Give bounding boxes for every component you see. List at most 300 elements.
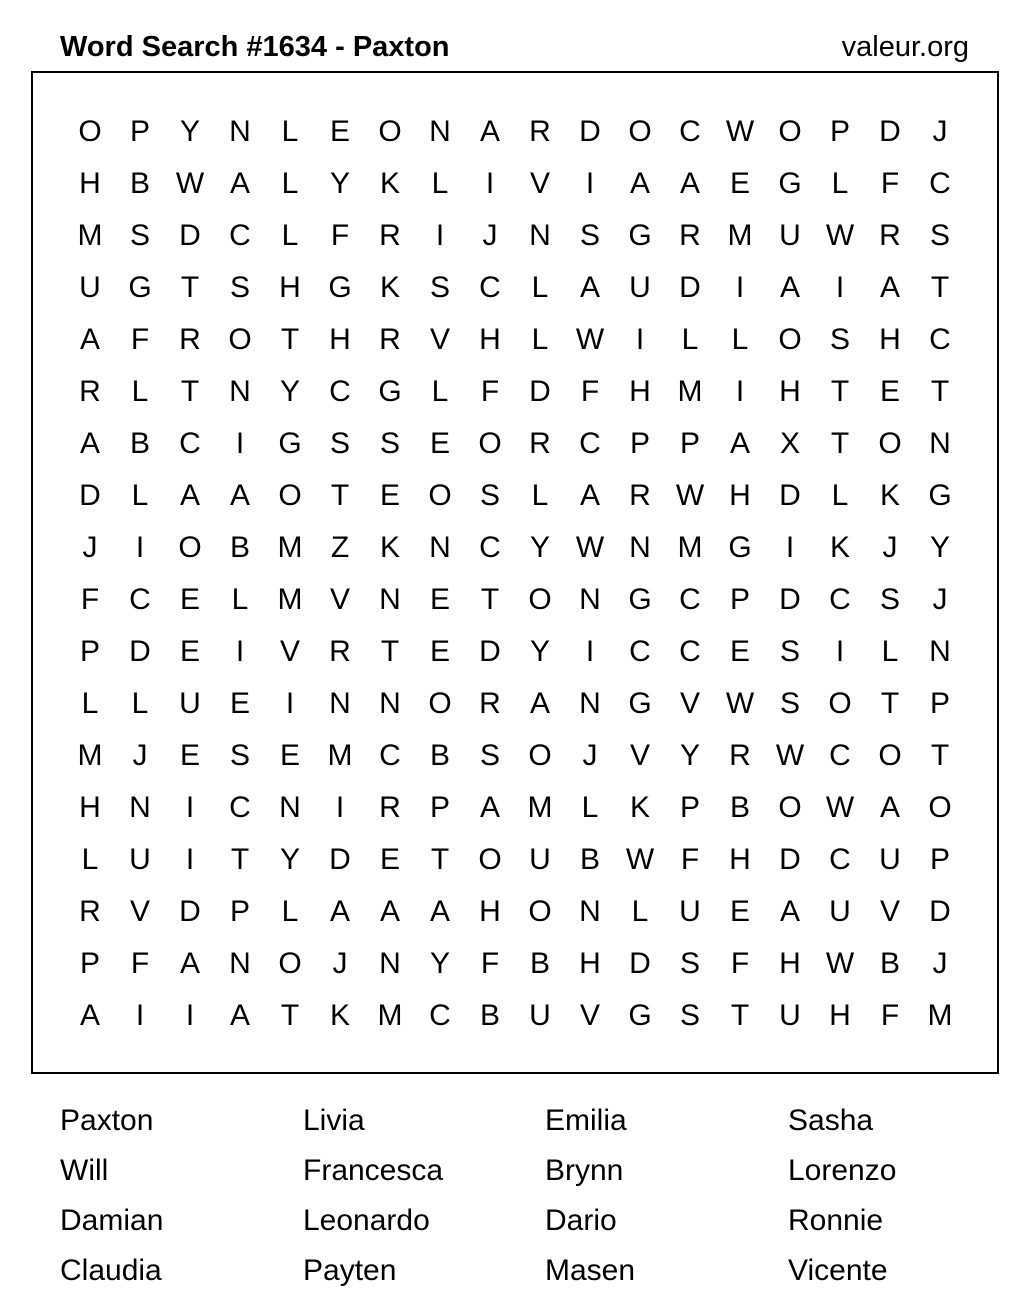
grid-letter: W (825, 791, 855, 824)
grid-letter: T (280, 323, 300, 356)
grid-letter: L (281, 167, 299, 200)
grid-letter: I (185, 843, 195, 876)
grid-letter: T (330, 479, 350, 512)
grid-letter: Y (329, 167, 350, 200)
grid-letter: H (79, 791, 101, 824)
grid-letter: C (479, 531, 501, 564)
grid-letter: I (635, 323, 645, 356)
grid-letter: X (779, 427, 800, 460)
grid-letter: U (829, 895, 851, 928)
grid-letter: F (130, 323, 150, 356)
grid-letter: T (830, 427, 850, 460)
grid-letter: E (379, 843, 400, 876)
grid-letter: T (230, 843, 250, 876)
grid-letter: D (479, 635, 501, 668)
grid-letter: Y (529, 531, 550, 564)
word-list-item: Payten (303, 1254, 397, 1287)
grid-letter: C (679, 635, 701, 668)
grid-letter: E (729, 167, 750, 200)
grid-letter: S (379, 427, 400, 460)
grid-letter: L (581, 791, 599, 824)
grid-letter: E (429, 427, 450, 460)
grid-letter: C (329, 375, 351, 408)
grid-letter: O (528, 739, 552, 772)
grid-letter: N (329, 687, 351, 720)
grid-letter: M (277, 583, 303, 616)
grid-letter: L (81, 687, 99, 720)
grid-letter: A (729, 427, 750, 460)
grid-letter: W (675, 479, 705, 512)
grid-letter: L (831, 167, 849, 200)
grid-letter: D (329, 843, 351, 876)
grid-letter: O (478, 843, 502, 876)
grid-letter: N (379, 947, 401, 980)
grid-letter: H (779, 375, 801, 408)
grid-letter: O (528, 583, 552, 616)
grid-letter: I (485, 167, 495, 200)
grid-letter: G (628, 583, 652, 616)
grid-letter: D (779, 843, 801, 876)
grid-letter: E (329, 115, 350, 148)
grid-letter: A (229, 167, 250, 200)
grid-letter: S (879, 583, 900, 616)
grid-letter: R (479, 687, 501, 720)
grid-letter: F (680, 843, 700, 876)
grid-letter: C (229, 219, 251, 252)
grid-letter: I (185, 791, 195, 824)
grid-letter: L (281, 219, 299, 252)
grid-letter: J (482, 219, 498, 252)
grid-letter: D (679, 271, 701, 304)
grid-letter: R (529, 427, 551, 460)
grid-letter: P (729, 583, 750, 616)
grid-letter: S (479, 739, 500, 772)
grid-letter: A (79, 323, 100, 356)
grid-letter: U (879, 843, 901, 876)
grid-letter: F (130, 947, 150, 980)
grid-letter: B (129, 427, 150, 460)
grid-letter: O (778, 791, 802, 824)
grid-letter: A (879, 791, 900, 824)
grid-letter: W (175, 167, 205, 200)
grid-letter: N (229, 947, 251, 980)
word-list-item: Brynn (545, 1154, 624, 1187)
grid-letter: O (278, 947, 302, 980)
word-list-item: Lorenzo (788, 1154, 897, 1187)
grid-letter: M (327, 739, 353, 772)
grid-letter: T (280, 999, 300, 1032)
grid-letter: O (228, 323, 252, 356)
grid-letter: C (179, 427, 201, 460)
grid-letter: O (378, 115, 402, 148)
grid-letter: G (378, 375, 402, 408)
grid-letter: G (628, 999, 652, 1032)
grid-letter: T (880, 687, 900, 720)
grid-letter: O (178, 531, 202, 564)
grid-letter: D (879, 115, 901, 148)
grid-letter: G (728, 531, 752, 564)
grid-letter: A (679, 167, 700, 200)
grid-letter: L (431, 167, 449, 200)
grid-letter: R (879, 219, 901, 252)
grid-letter: R (329, 635, 351, 668)
grid-letter: D (929, 895, 951, 928)
grid-letter: N (379, 583, 401, 616)
grid-letter: S (229, 271, 250, 304)
grid-letter: N (379, 687, 401, 720)
grid-letter: U (679, 895, 701, 928)
grid-letter: C (579, 427, 601, 460)
grid-letter: V (679, 687, 700, 720)
grid-letter: Y (929, 531, 950, 564)
grid-letter: M (677, 375, 703, 408)
grid-letter: I (285, 687, 295, 720)
grid-letter: A (379, 895, 400, 928)
grid-letter: N (929, 427, 951, 460)
grid-letter: A (479, 791, 500, 824)
grid-letter: S (929, 219, 950, 252)
grid-letter: L (281, 115, 299, 148)
grid-letter: M (277, 531, 303, 564)
grid-letter: S (429, 271, 450, 304)
grid-letter: C (829, 739, 851, 772)
grid-letter: F (80, 583, 100, 616)
grid-letter: G (628, 219, 652, 252)
grid-letter: J (582, 739, 598, 772)
grid-letter: G (778, 167, 802, 200)
grid-letter: N (129, 791, 151, 824)
word-list-item: Sasha (788, 1104, 874, 1137)
grid-letter: E (729, 895, 750, 928)
grid-letter: A (79, 999, 100, 1032)
grid-letter: K (329, 999, 350, 1032)
grid-letter: A (779, 895, 800, 928)
grid-letter: Y (529, 635, 550, 668)
grid-letter: V (529, 167, 550, 200)
grid-letter: H (79, 167, 101, 200)
grid-letter: P (629, 427, 650, 460)
grid-letter: E (729, 635, 750, 668)
grid-letter: T (380, 635, 400, 668)
word-list-item: Claudia (60, 1254, 162, 1287)
grid-letter: G (628, 687, 652, 720)
grid-letter: D (779, 479, 801, 512)
grid-letter: I (835, 271, 845, 304)
grid-letter: I (235, 635, 245, 668)
grid-letter: C (479, 271, 501, 304)
grid-letter: N (229, 375, 251, 408)
grid-letter: L (731, 323, 749, 356)
grid-letter: S (479, 479, 500, 512)
grid-letter: P (829, 115, 850, 148)
grid-letter: Y (179, 115, 200, 148)
grid-letter: L (131, 687, 149, 720)
grid-letter: P (679, 791, 700, 824)
grid-letter: I (585, 167, 595, 200)
grid-letter: V (129, 895, 150, 928)
grid-letter: P (929, 843, 950, 876)
grid-letter: L (431, 375, 449, 408)
grid-letter: C (829, 583, 851, 616)
grid-letter: C (679, 115, 701, 148)
grid-letter: L (131, 375, 149, 408)
grid-letter: L (231, 583, 249, 616)
grid-letter: H (479, 895, 501, 928)
grid-letter: R (79, 895, 101, 928)
grid-letter: S (679, 999, 700, 1032)
grid-letter: B (429, 739, 450, 772)
grid-letter: O (878, 739, 902, 772)
word-list-item: Dario (545, 1204, 617, 1237)
grid-letter: C (829, 843, 851, 876)
grid-letter: D (179, 895, 201, 928)
grid-letter: K (379, 167, 400, 200)
grid-letter: M (527, 791, 553, 824)
grid-letter: C (629, 635, 651, 668)
grid-letter: J (932, 583, 948, 616)
grid-letter: R (379, 791, 401, 824)
grid-letter: Y (279, 375, 300, 408)
grid-letter: G (928, 479, 952, 512)
grid-letter: O (928, 791, 952, 824)
grid-letter: F (480, 375, 500, 408)
grid-letter: N (579, 687, 601, 720)
grid-letter: U (179, 687, 201, 720)
grid-letter: I (135, 531, 145, 564)
grid-letter: K (879, 479, 900, 512)
grid-letter: A (179, 947, 200, 980)
grid-letter: L (281, 895, 299, 928)
grid-letter: J (932, 115, 948, 148)
grid-letter: V (329, 583, 350, 616)
grid-letter: C (129, 583, 151, 616)
grid-letter: P (929, 687, 950, 720)
grid-letter: Y (679, 739, 700, 772)
grid-letter: A (879, 271, 900, 304)
grid-letter: T (730, 999, 750, 1032)
grid-letter: J (332, 947, 348, 980)
grid-letter: K (629, 791, 650, 824)
grid-letter: C (679, 583, 701, 616)
grid-letter: T (830, 375, 850, 408)
grid-letter: I (335, 791, 345, 824)
grid-letter: F (480, 947, 500, 980)
grid-letter: S (229, 739, 250, 772)
grid-letter: D (779, 583, 801, 616)
grid-letter: B (729, 791, 750, 824)
grid-letter: T (930, 375, 950, 408)
word-list-item: Damian (60, 1204, 164, 1237)
grid-letter: R (729, 739, 751, 772)
word-list-item: Livia (303, 1104, 365, 1137)
grid-letter: G (128, 271, 152, 304)
grid-letter: V (579, 999, 600, 1032)
grid-letter: H (629, 375, 651, 408)
grid-letter: A (329, 895, 350, 928)
grid-letter: M (77, 739, 103, 772)
grid-letter: W (775, 739, 805, 772)
word-list-item: Ronnie (788, 1204, 884, 1237)
grid-letter: D (179, 219, 201, 252)
grid-letter: N (529, 219, 551, 252)
grid-letter: H (579, 947, 601, 980)
grid-letter: E (879, 375, 900, 408)
grid-letter: N (579, 895, 601, 928)
grid-letter: H (779, 947, 801, 980)
grid-letter: O (478, 427, 502, 460)
grid-letter: M (677, 531, 703, 564)
grid-letter: Y (279, 843, 300, 876)
word-list-item: Paxton (60, 1104, 154, 1137)
grid-letter: H (829, 999, 851, 1032)
grid-letter: F (880, 999, 900, 1032)
grid-letter: J (882, 531, 898, 564)
grid-letter: L (531, 323, 549, 356)
grid-letter: M (77, 219, 103, 252)
grid-letter: O (778, 115, 802, 148)
grid-letter: T (180, 271, 200, 304)
grid-letter: P (79, 635, 100, 668)
grid-letter: R (379, 219, 401, 252)
grid-letter: N (579, 583, 601, 616)
grid-letter: S (779, 687, 800, 720)
grid-letter: U (779, 999, 801, 1032)
grid-letter: U (629, 271, 651, 304)
grid-letter: U (529, 999, 551, 1032)
grid-letter: O (428, 687, 452, 720)
grid-letter: H (479, 323, 501, 356)
grid-letter: P (129, 115, 150, 148)
grid-letter: A (779, 271, 800, 304)
grid-letter: B (229, 531, 250, 564)
grid-letter: W (575, 323, 605, 356)
grid-letter: J (132, 739, 148, 772)
grid-letter: V (879, 895, 900, 928)
grid-letter: R (529, 115, 551, 148)
grid-letter: H (879, 323, 901, 356)
grid-letter: O (528, 895, 552, 928)
grid-letter: E (179, 635, 200, 668)
grid-letter: F (880, 167, 900, 200)
grid-letter: U (529, 843, 551, 876)
grid-letter: E (229, 687, 250, 720)
grid-letter: D (529, 375, 551, 408)
grid-letter: A (229, 999, 250, 1032)
grid-letter: L (881, 635, 899, 668)
grid-letter: E (179, 583, 200, 616)
grid-letter: T (930, 739, 950, 772)
grid-letter: E (279, 739, 300, 772)
grid-letter: R (629, 479, 651, 512)
grid-letter: N (429, 115, 451, 148)
grid-letter: N (229, 115, 251, 148)
grid-letter: I (785, 531, 795, 564)
grid-letter: A (229, 479, 250, 512)
grid-letter: O (778, 323, 802, 356)
grid-letter: W (625, 843, 655, 876)
word-list-item: Will (60, 1154, 109, 1187)
grid-letter: K (379, 531, 400, 564)
grid-letter: A (429, 895, 450, 928)
grid-letter: W (825, 947, 855, 980)
word-list-item: Emilia (545, 1104, 627, 1137)
grid-letter: I (135, 999, 145, 1032)
grid-letter: H (329, 323, 351, 356)
grid-letter: L (81, 843, 99, 876)
site-name: valeur.org (841, 31, 969, 63)
grid-letter: C (379, 739, 401, 772)
grid-letter: U (779, 219, 801, 252)
grid-letter: H (729, 479, 751, 512)
grid-letter: R (379, 323, 401, 356)
grid-letter: D (79, 479, 101, 512)
grid-letter: W (825, 219, 855, 252)
grid-letter: E (379, 479, 400, 512)
grid-letter: C (429, 999, 451, 1032)
grid-letter: I (735, 375, 745, 408)
grid-letter: W (725, 115, 755, 148)
grid-letter: P (679, 427, 700, 460)
grid-letter: R (179, 323, 201, 356)
grid-letter: O (878, 427, 902, 460)
grid-letter: N (629, 531, 651, 564)
grid-letter: F (330, 219, 350, 252)
grid-letter: S (329, 427, 350, 460)
grid-letter: P (79, 947, 100, 980)
grid-letter: P (429, 791, 450, 824)
grid-letter: O (628, 115, 652, 148)
grid-letter: R (679, 219, 701, 252)
grid-letter: D (129, 635, 151, 668)
grid-letter: S (579, 219, 600, 252)
grid-letter: W (575, 531, 605, 564)
grid-letter: E (429, 635, 450, 668)
grid-letter: B (879, 947, 900, 980)
grid-letter: B (129, 167, 150, 200)
grid-letter: S (679, 947, 700, 980)
grid-letter: E (179, 739, 200, 772)
grid-letter: T (180, 375, 200, 408)
grid-letter: I (735, 271, 745, 304)
grid-letter: K (829, 531, 850, 564)
grid-letter: S (779, 635, 800, 668)
grid-letter: N (429, 531, 451, 564)
grid-letter: T (930, 271, 950, 304)
grid-letter: W (725, 687, 755, 720)
grid-letter: V (429, 323, 450, 356)
grid-letter: T (430, 843, 450, 876)
grid-letter: L (531, 271, 549, 304)
grid-letter: J (82, 531, 98, 564)
grid-letter: D (579, 115, 601, 148)
grid-letter: H (729, 843, 751, 876)
grid-letter: A (579, 271, 600, 304)
grid-letter: N (929, 635, 951, 668)
grid-letter: D (629, 947, 651, 980)
grid-letter: F (580, 375, 600, 408)
grid-letter: M (927, 999, 953, 1032)
grid-letter: C (229, 791, 251, 824)
grid-letter: I (435, 219, 445, 252)
grid-letter: B (579, 843, 600, 876)
grid-letter: A (529, 687, 550, 720)
grid-letter: O (78, 115, 102, 148)
grid-letter: L (131, 479, 149, 512)
grid-letter: H (279, 271, 301, 304)
grid-letter: I (585, 635, 595, 668)
grid-letter: G (328, 271, 352, 304)
grid-letter: K (379, 271, 400, 304)
